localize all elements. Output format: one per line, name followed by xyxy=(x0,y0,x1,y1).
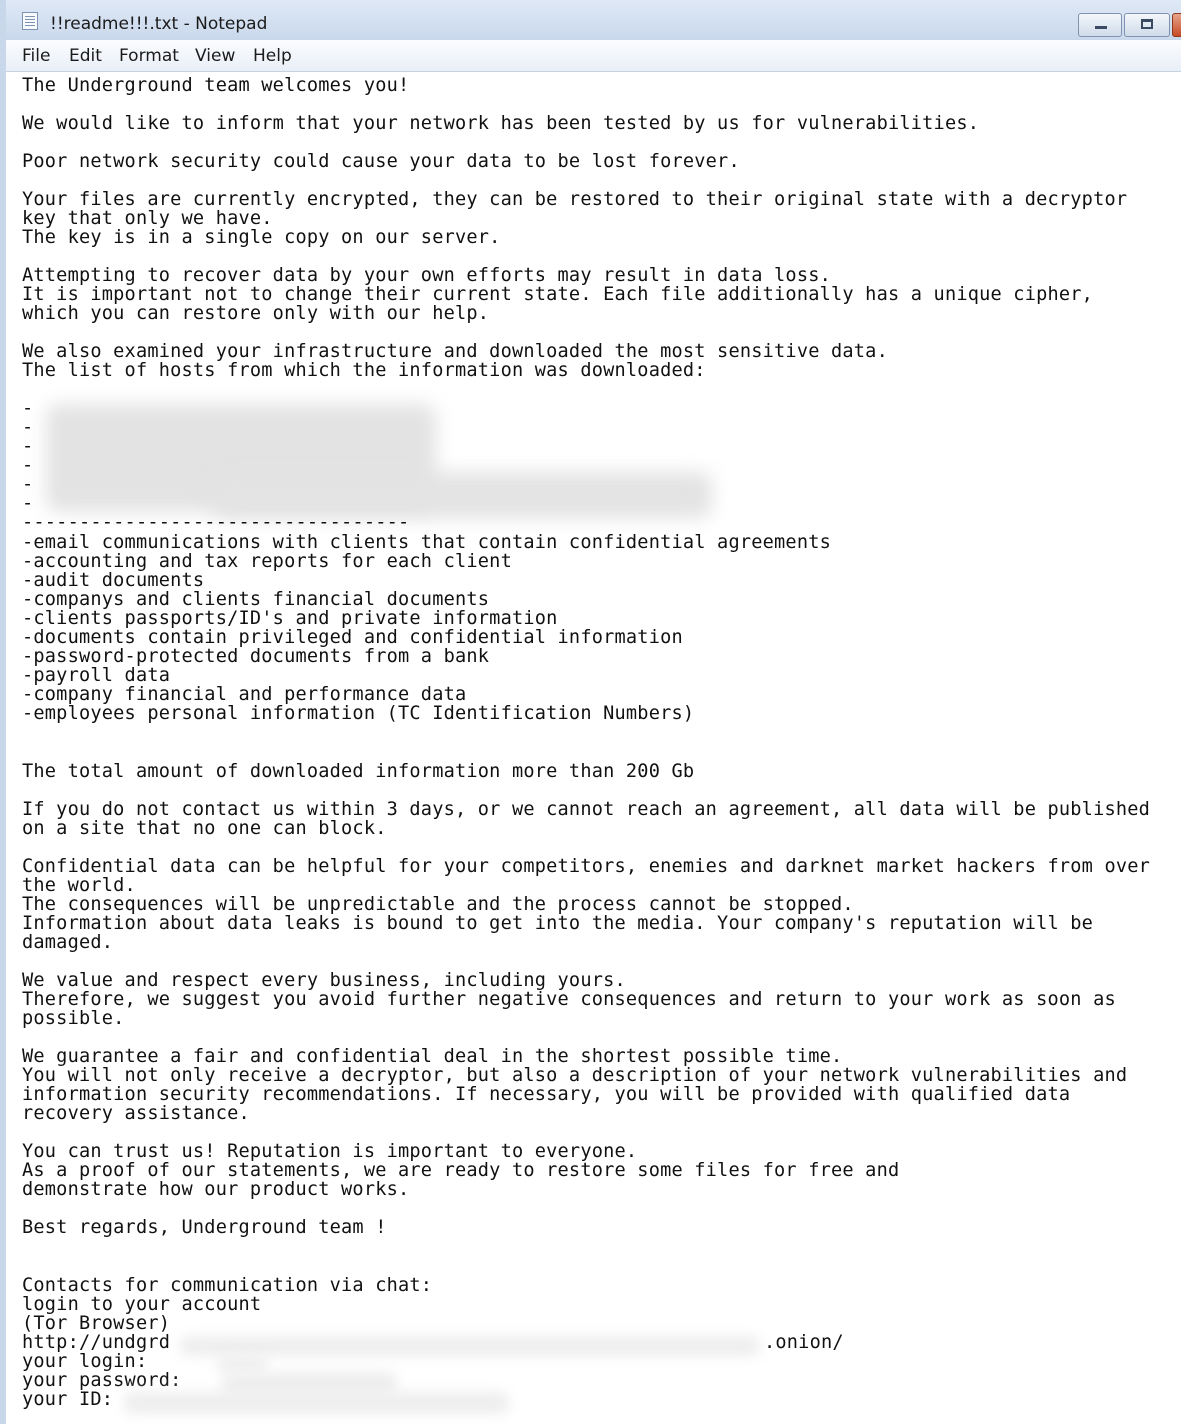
text-line: It is important not to change their current state. Each file additionally has a unique cipher, xyxy=(22,284,1094,305)
text-line: possible. xyxy=(22,1008,125,1029)
text-line: the world. xyxy=(22,875,136,896)
onion-url-suffix: .onion/ xyxy=(764,1332,844,1353)
text-line: The key is in a single copy on our server. xyxy=(22,227,501,248)
onion-url-prefix: http://undgrd xyxy=(22,1332,171,1353)
list-item: -documents contain privileged and confidential information xyxy=(22,627,683,648)
menu-bar xyxy=(6,40,1181,72)
text-line: You will not only receive a decryptor, but also a description of your network vulnerabilities and xyxy=(22,1065,1128,1086)
list-item: -audit documents xyxy=(22,570,205,591)
minimize-button[interactable] xyxy=(1078,13,1122,37)
list-item: -clients passports/ID's and private information xyxy=(22,608,558,629)
list-item: -employees personal information (TC Identification Numbers) xyxy=(22,703,695,724)
text-line: Information about data leaks is bound to get into the media. Your company's reputation will be xyxy=(22,913,1094,934)
text-line: recovery assistance. xyxy=(22,1103,250,1124)
text-line: on a site that no one can block. xyxy=(22,818,387,839)
host-bullet: - xyxy=(22,474,34,495)
text-line: Best regards, Underground team ! xyxy=(22,1217,387,1238)
text-line: We value and respect every business, including yours. xyxy=(22,970,626,991)
text-line: The total amount of downloaded information more than 200 Gb xyxy=(22,761,695,782)
host-bullet: - xyxy=(22,455,34,476)
password-label: your password: xyxy=(22,1370,182,1391)
text-line: The list of hosts from which the information was downloaded: xyxy=(22,360,706,381)
host-bullet: - xyxy=(22,398,34,419)
text-line: demonstrate how our product works. xyxy=(22,1179,410,1200)
text-line: We guarantee a fair and confidential deal in the shortest possible time. xyxy=(22,1046,843,1067)
list-item: -company financial and performance data xyxy=(22,684,467,705)
text-line: Poor network security could cause your data to be lost forever. xyxy=(22,151,740,172)
text-line: login to your account xyxy=(22,1294,262,1315)
text-line: Therefore, we suggest you avoid further negative consequences and return to your work as soon as xyxy=(22,989,1116,1010)
maximize-button[interactable] xyxy=(1124,13,1170,37)
text-line: (Tor Browser) xyxy=(22,1313,171,1334)
list-item: -accounting and tax reports for each client xyxy=(22,551,512,572)
text-line: If you do not contact us within 3 days, or we cannot reach an agreement, all data will be published xyxy=(22,799,1151,820)
text-line: damaged. xyxy=(22,932,114,953)
redacted-id xyxy=(124,1392,509,1414)
list-item: -email communications with clients that contain confidential agreements xyxy=(22,532,832,553)
maximize-icon xyxy=(1141,19,1153,29)
text-line: Contacts for communication via chat: xyxy=(22,1275,433,1296)
text-line: We would like to inform that your network has been tested by us for vulnerabilities. xyxy=(22,113,980,134)
menu-view[interactable]: View xyxy=(195,46,236,66)
text-line: information security recommendations. If necessary, you will be provided with qualified data xyxy=(22,1084,1071,1105)
list-item: -password-protected documents from a bank xyxy=(22,646,490,667)
host-bullet: - xyxy=(22,493,34,514)
id-label: your ID: xyxy=(22,1389,114,1410)
list-item: -payroll data xyxy=(22,665,171,686)
host-bullet: - xyxy=(22,436,34,457)
text-line: The Underground team welcomes you! xyxy=(22,75,410,96)
redacted-url xyxy=(180,1336,760,1356)
notepad-icon xyxy=(22,12,38,30)
host-bullet: - xyxy=(22,417,34,438)
menu-edit[interactable]: Edit xyxy=(69,46,102,66)
text-line: which you can restore only with our help. xyxy=(22,303,490,324)
text-line: The consequences will be unpredictable and the process cannot be stopped. xyxy=(22,894,854,915)
text-line: Confidential data can be helpful for your competitors, enemies and darknet market hackers from over xyxy=(22,856,1151,877)
separator-line: ---------------------------------- xyxy=(22,512,410,533)
close-button[interactable] xyxy=(1172,13,1181,37)
text-editor[interactable] xyxy=(12,72,1181,1424)
minimize-icon xyxy=(1095,26,1107,29)
window-title: !!readme!!!.txt - Notepad xyxy=(50,14,268,34)
text-line: key that only we have. xyxy=(22,208,273,229)
text-line: Attempting to recover data by your own efforts may result in data loss. xyxy=(22,265,832,286)
text-line: You can trust us! Reputation is important to everyone. xyxy=(22,1141,638,1162)
title-bar[interactable] xyxy=(6,0,1181,40)
text-line: As a proof of our statements, we are ready to restore some files for free and xyxy=(22,1160,900,1181)
text-line: We also examined your infrastructure and downloaded the most sensitive data. xyxy=(22,341,888,362)
text-line: Your files are currently encrypted, they can be restored to their original state with a decryptor xyxy=(22,189,1128,210)
list-item: -companys and clients financial documents xyxy=(22,589,490,610)
menu-format[interactable]: Format xyxy=(119,46,179,66)
menu-help[interactable]: Help xyxy=(253,46,292,66)
redacted-login xyxy=(217,1356,267,1372)
login-label: your login: xyxy=(22,1351,148,1372)
menu-file[interactable]: File xyxy=(22,46,51,66)
